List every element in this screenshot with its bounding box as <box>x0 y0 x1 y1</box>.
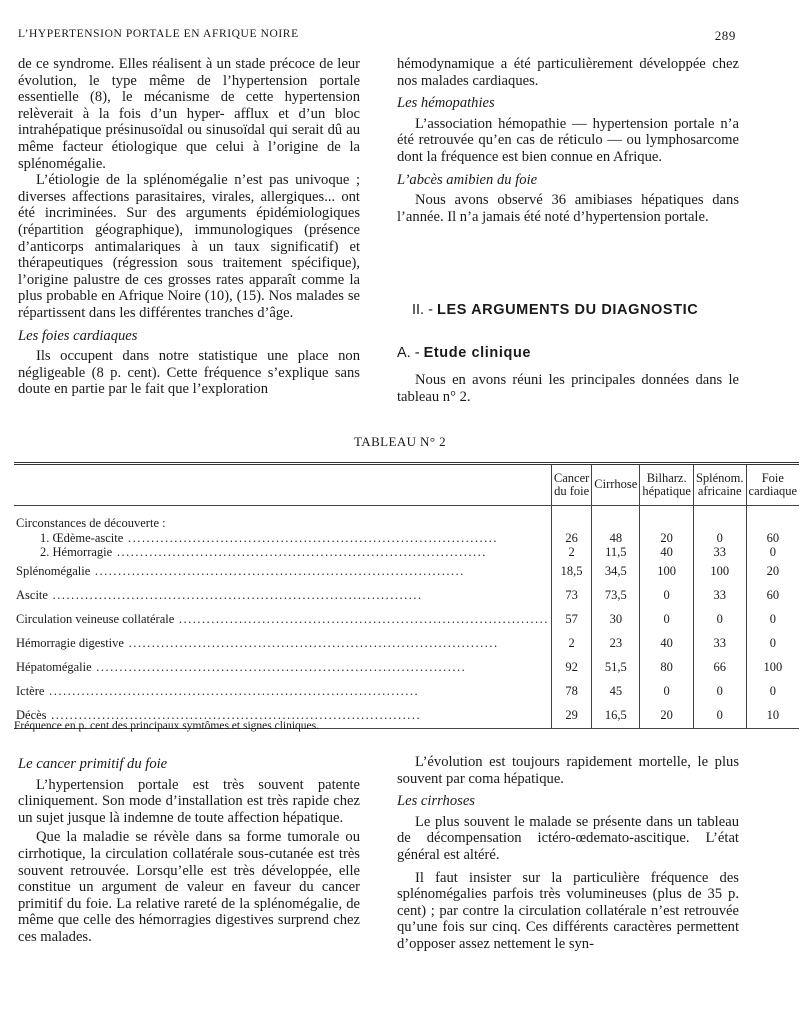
table-row <box>14 632 799 656</box>
row-label <box>14 560 551 584</box>
table-footnote: Fréquence en p. cent des principaux symtômes et signes cliniques. <box>14 720 319 732</box>
subsection-heading: A. - Etude clinique <box>397 345 532 361</box>
table-row <box>14 656 799 680</box>
value-cell: 23 <box>592 632 640 656</box>
value-cell: 57 <box>551 608 591 632</box>
row-label <box>14 532 551 546</box>
value-cell: 33 <box>693 546 746 560</box>
right-column-bottom <box>397 754 739 953</box>
left-column-top <box>18 56 360 398</box>
group-label: Circonstances de découverte : <box>16 516 166 531</box>
empty-cell <box>746 506 799 533</box>
value-cell: 0 <box>693 680 746 704</box>
value-cell: 60 <box>746 584 799 608</box>
row-label <box>14 680 551 704</box>
row-label-text: Hépatomégalie <box>16 660 92 675</box>
row-label-text: Circulation veineuse collatérale <box>16 612 175 627</box>
subheading-foies-cardiaques: Les foies cardiaques <box>18 327 138 344</box>
value-cell: 100 <box>693 560 746 584</box>
value-cell: 18,5 <box>551 560 591 584</box>
paragraph: de ce syndrome. Elles réalisent à un stade précoce de leur évolution, le type même de l’hypertension portale essentielle (8), le mécanisme de cette hypertension relèverait à la fois d’un hyper- afflux et d’un bloc intrahépatique présinusoïdal ou sinusoïdal qui serait dû au même facteur étiologique que celui à l’origine de la splénomégalie. <box>18 56 360 172</box>
value-cell: 34,5 <box>592 560 640 584</box>
value-cell: 73 <box>551 584 591 608</box>
value-cell: 2 <box>551 546 591 560</box>
value-cell: 0 <box>746 632 799 656</box>
value-cell: 30 <box>592 608 640 632</box>
leader-dots: ................................................................................ <box>112 546 487 560</box>
leader-dots: ................................................................................ <box>123 532 498 546</box>
value-cell: 45 <box>592 680 640 704</box>
table-row <box>14 560 799 584</box>
row-label <box>14 632 551 656</box>
paragraph: Nous en avons réuni les principales données dans le tableau n° 2. <box>397 372 739 405</box>
running-title: L’HYPERTENSION PORTALE EN AFRIQUE NOIRE <box>18 28 299 40</box>
leader-dots: ................................................................................ <box>46 708 422 723</box>
table-row <box>14 546 799 560</box>
empty-cell <box>640 506 694 533</box>
value-cell: 100 <box>746 656 799 680</box>
table-row <box>14 608 799 632</box>
value-cell: 100 <box>640 560 694 584</box>
column-header: Bilharz. hépatique <box>640 464 694 506</box>
value-cell: 60 <box>746 532 799 546</box>
value-cell: 0 <box>640 680 694 704</box>
right-column-intro <box>397 372 739 405</box>
paragraph: Que la maladie se révèle dans sa forme tumorale ou cirrhotique, la circulation collatérale sous-cutanée est très souvent retrouvée. Lorsqu’elle est très développée, elle constitue un argument de valeur en faveur du cancer primitif du foie. La relative rareté de la splénomégalie, de même que celle des hémorragies digestives surprend chez ces malades. <box>18 829 360 945</box>
value-cell: 29 <box>551 704 591 729</box>
page-number: 289 <box>714 28 736 43</box>
subheading-abces-amibien: L’abcès amibien du foie <box>397 171 538 188</box>
leader-dots: ................................................................................ <box>44 684 420 699</box>
row-label-text: Ascite <box>16 588 48 603</box>
table-caption: TABLEAU N° 2 <box>353 434 446 449</box>
value-cell: 48 <box>592 532 640 546</box>
paragraph: Nous avons observé 36 amibiases hépatiques dans l’année. Il n’a jamais été noté d’hypertension portale. <box>397 192 739 225</box>
leader-dots: ................................................................................ <box>47 588 423 603</box>
value-cell: 16,5 <box>592 704 640 729</box>
row-label-text: Décès <box>16 708 47 723</box>
table-row <box>14 584 799 608</box>
table-group-row <box>14 506 799 533</box>
row-label-text: Splénomégalie <box>16 564 91 579</box>
value-cell: 0 <box>640 608 694 632</box>
value-cell: 0 <box>746 608 799 632</box>
value-cell: 92 <box>551 656 591 680</box>
value-cell: 0 <box>693 704 746 729</box>
table-row <box>14 680 799 704</box>
value-cell: 0 <box>746 546 799 560</box>
column-header: Foie cardiaque <box>746 464 799 506</box>
value-cell: 80 <box>640 656 694 680</box>
subheading-cirrhoses: Les cirrhoses <box>397 793 475 810</box>
subheading-cancer-primitif: Le cancer primitif du foie <box>18 756 168 772</box>
frequency-table <box>14 462 799 729</box>
leader-dots: ................................................................................ <box>90 564 465 579</box>
paragraph: L’évolution est toujours rapidement mortelle, le plus souvent par coma hépatique. <box>397 754 739 787</box>
value-cell: 0 <box>640 584 694 608</box>
empty-cell <box>693 506 746 533</box>
value-cell: 10 <box>746 704 799 729</box>
value-cell: 26 <box>551 532 591 546</box>
column-header: Cancer du foie <box>551 464 591 506</box>
row-label-text: Ictère <box>16 684 45 699</box>
right-column-top <box>397 56 739 225</box>
section-heading: II. - LES ARGUMENTS DU DIAGNOSTIC <box>412 302 699 318</box>
paragraph: L’étiologie de la splénomégalie n’est pas univoque ; diverses affections parasitaires, virales, allergiques... ont été incriminées. Sur des arguments épidémiologiques (répartition géographique), immunologiques (présence d’anticorps antimalariques à un taux significatif) et thérapeutiques (régression sous traitement spécifique), l’origine palustre de ces grosses rates apparaît comme la plus probable en Afrique Noire (10), (15). Nos malades se répartissent dans les différentes tranches d’âge. <box>18 172 360 321</box>
row-label <box>14 656 551 680</box>
value-cell: 0 <box>746 680 799 704</box>
table-corner <box>14 464 551 506</box>
left-column-bottom <box>18 756 360 946</box>
row-label <box>14 546 551 560</box>
value-cell: 51,5 <box>592 656 640 680</box>
value-cell: 2 <box>551 632 591 656</box>
value-cell: 0 <box>693 532 746 546</box>
column-header: Cirrhose <box>592 464 640 506</box>
value-cell: 20 <box>746 560 799 584</box>
value-cell: 40 <box>640 632 694 656</box>
paragraph: Il faut insister sur la particulière fréquence des splénomégalies parfois très volumineuses (plus de 35 p. cent) ; par contre la circulation collatérale n’est retrouvée qu’une fois sur cinq. Ces différents caractères permettent d’opposer assez nettement le syn- <box>397 869 739 952</box>
paragraph: Le plus souvent le malade se présente dans un tableau de décompensation ictéro-œdemato-ascitique. L’état général est altéré. <box>397 813 739 863</box>
row-label-text: Hémorragie digestive <box>16 636 124 651</box>
empty-cell <box>592 506 640 533</box>
row-label <box>14 608 551 632</box>
value-cell: 20 <box>640 704 694 729</box>
value-cell: 11,5 <box>592 546 640 560</box>
subheading-hemopathies: Les hémopathies <box>397 95 495 112</box>
table-row <box>14 532 799 546</box>
value-cell: 20 <box>640 532 694 546</box>
paragraph: L’hypertension portale est très souvent patente cliniquement. Son mode d’installation est très rapide chez un sujet jusque là indemne de toute affection hépatique. <box>18 776 360 826</box>
column-header: Splénom. africaine <box>693 464 746 506</box>
leader-dots: ................................................................................ <box>123 636 499 651</box>
value-cell: 66 <box>693 656 746 680</box>
paragraph: Ils occupent dans notre statistique une place non négligeable (8 p. cent). Cette fréquence s’explique sans doute en partie par le fait que l’exploration <box>18 348 360 398</box>
leader-dots: ................................................................................ <box>91 660 467 675</box>
row-label-text: 2. Hémorragie <box>40 546 113 560</box>
value-cell: 0 <box>693 608 746 632</box>
value-cell: 78 <box>551 680 591 704</box>
leader-dots: ................................................................................ <box>174 612 549 627</box>
paragraph: hémodynamique a été particulièrement développée chez nos malades cardiaques. <box>397 56 739 89</box>
value-cell: 40 <box>640 546 694 560</box>
paragraph: L’association hémopathie — hypertension portale n’a été retrouvée qu’en cas de réticulo — ou lymphosarcome dont la fréquence est bien connue en Afrique. <box>397 115 739 165</box>
empty-cell <box>551 506 591 533</box>
row-label-text: 1. Œdème-ascite <box>40 532 124 546</box>
value-cell: 33 <box>693 584 746 608</box>
value-cell: 33 <box>693 632 746 656</box>
row-label <box>14 584 551 608</box>
value-cell: 73,5 <box>592 584 640 608</box>
